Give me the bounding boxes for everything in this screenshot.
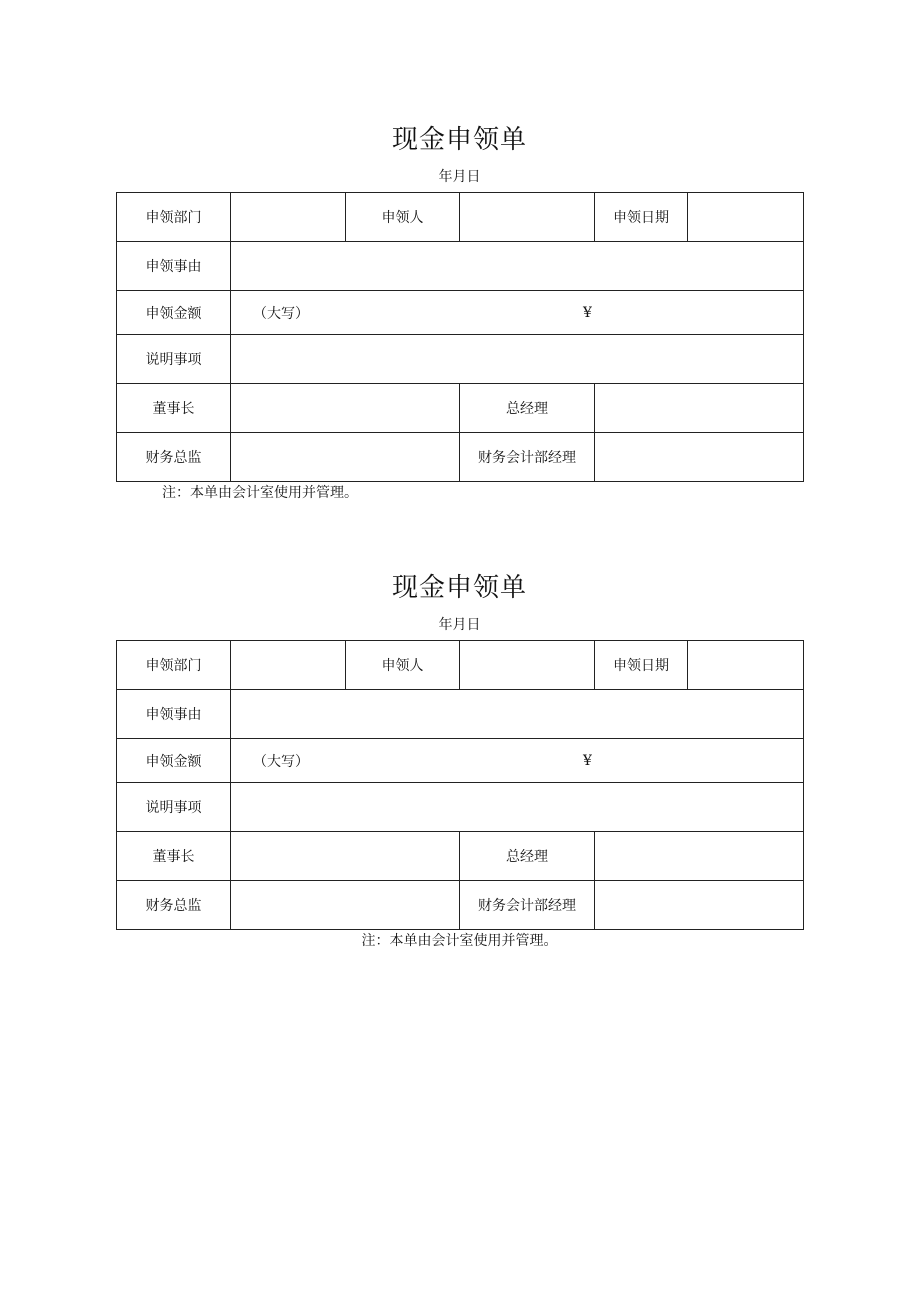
label-applicant: 申领人 <box>346 193 460 242</box>
label-reason: 申领事由 <box>117 690 231 739</box>
row-finance-director <box>117 433 804 482</box>
field-amount[interactable] <box>231 739 804 783</box>
date-line: 年月日 <box>438 617 481 633</box>
row-chairman <box>117 384 804 433</box>
label-reason: 申领事由 <box>117 242 231 291</box>
label-amount: 申领金额 <box>117 291 231 335</box>
label-apply-date: 申领日期 <box>595 641 688 690</box>
field-apply-date[interactable] <box>688 641 804 690</box>
label-finance-director: 财务总监 <box>117 433 231 482</box>
form-note: 注：本单由会计室使用并管理。 <box>162 485 358 501</box>
label-department: 申领部门 <box>117 641 231 690</box>
date-line: 年月日 <box>438 169 481 185</box>
field-accounting-manager[interactable] <box>595 881 804 930</box>
row-amount <box>117 291 804 335</box>
label-department: 申领部门 <box>117 193 231 242</box>
label-amount: 申领金额 <box>117 739 231 783</box>
field-finance-director[interactable] <box>231 433 460 482</box>
label-applicant: 申领人 <box>346 641 460 690</box>
row-reason <box>117 242 804 291</box>
field-reason[interactable] <box>231 690 804 739</box>
form-title: 现金申领单 <box>391 125 527 155</box>
field-accounting-manager[interactable] <box>595 433 804 482</box>
label-accounting-manager: 财务会计部经理 <box>460 881 595 930</box>
row-reason <box>117 690 804 739</box>
row-chairman <box>117 832 804 881</box>
field-department[interactable] <box>231 641 346 690</box>
cash-request-form-1 <box>116 118 803 504</box>
field-chairman[interactable] <box>231 832 460 881</box>
field-general-manager[interactable] <box>595 384 804 433</box>
field-apply-date[interactable] <box>688 193 804 242</box>
row-department <box>117 641 804 690</box>
label-accounting-manager: 财务会计部经理 <box>460 433 595 482</box>
field-remarks[interactable] <box>231 783 804 832</box>
field-chairman[interactable] <box>231 384 460 433</box>
field-amount[interactable] <box>231 291 804 335</box>
field-reason[interactable] <box>231 242 804 291</box>
amount-words-label: （大写） <box>253 305 309 322</box>
row-department <box>117 193 804 242</box>
form-table <box>116 192 804 482</box>
label-remarks: 说明事项 <box>117 783 231 832</box>
row-amount <box>117 739 804 783</box>
form-table <box>116 640 804 930</box>
field-remarks[interactable] <box>231 335 804 384</box>
yen-symbol: ¥ <box>583 752 592 769</box>
label-general-manager: 总经理 <box>460 384 595 433</box>
label-apply-date: 申领日期 <box>595 193 688 242</box>
field-applicant[interactable] <box>460 193 595 242</box>
label-general-manager: 总经理 <box>460 832 595 881</box>
label-chairman: 董事长 <box>117 384 231 433</box>
field-general-manager[interactable] <box>595 832 804 881</box>
label-chairman: 董事长 <box>117 832 231 881</box>
form-title: 现金申领单 <box>391 573 527 603</box>
amount-words-label: （大写） <box>253 753 309 770</box>
row-finance-director <box>117 881 804 930</box>
yen-symbol: ¥ <box>583 304 592 321</box>
field-department[interactable] <box>231 193 346 242</box>
label-finance-director: 财务总监 <box>117 881 231 930</box>
field-applicant[interactable] <box>460 641 595 690</box>
cash-request-form-2 <box>116 566 803 952</box>
form-note: 注：本单由会计室使用并管理。 <box>361 933 558 949</box>
label-remarks: 说明事项 <box>117 335 231 384</box>
row-remarks <box>117 783 804 832</box>
field-finance-director[interactable] <box>231 881 460 930</box>
row-remarks <box>117 335 804 384</box>
